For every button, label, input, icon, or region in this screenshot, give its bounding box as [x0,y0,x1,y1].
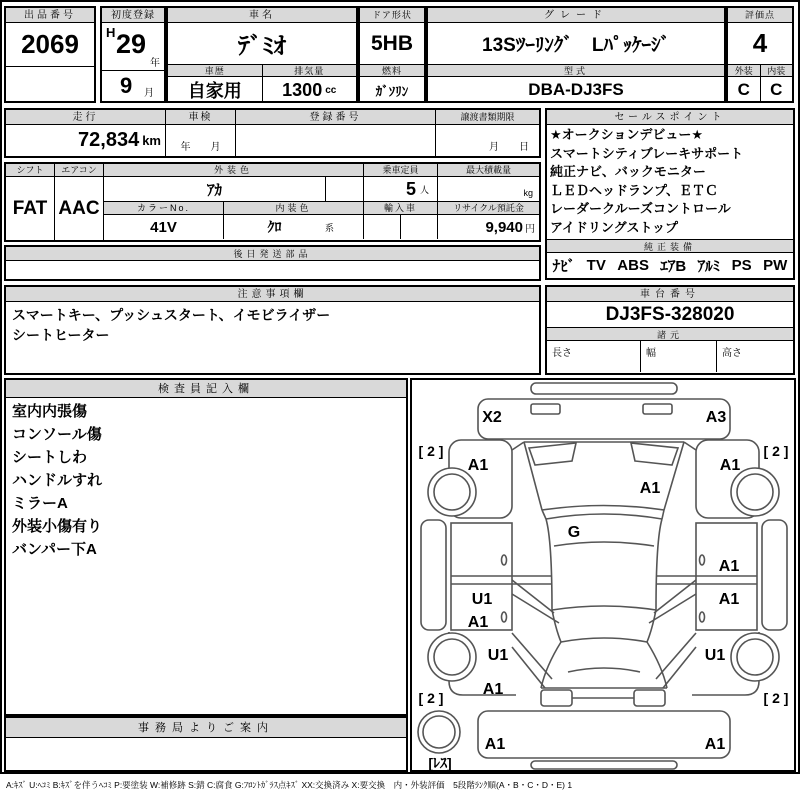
damage-labels [419,409,789,770]
door-shape-section [358,6,426,103]
damage-label: A1 [719,457,741,474]
inspector-line: 外装小傷有り [12,518,103,535]
auction-number-label: 出品番号 [6,8,94,23]
first-registration-month: 9 [120,73,133,98]
equipment-label: 純正装備 [547,239,793,253]
inspector-line: シートしわ [12,449,88,466]
inspector-label: 検査員記入欄 [6,380,406,398]
displacement-label: 排気量 [263,65,357,77]
car-name-value: ﾃﾞﾐｵ [168,23,356,65]
color-no-value: 41V [150,218,177,236]
door-shape-label: ドア形状 [360,8,424,23]
exterior-color-suffix-cell [326,177,363,201]
grade-section [426,6,726,103]
history-value: 自家用 [168,77,263,103]
specs-label: 諸元 [547,327,793,341]
note-line: シートヒーター [12,327,110,343]
max-load-label: 最大積載量 [438,164,539,177]
auction-number-section [4,6,96,103]
aircon-value: AAC [58,197,100,219]
capacity-label: 乗車定員 [364,164,437,177]
sales-points-label: セールスポイント [547,110,793,125]
inspection-cell [166,110,236,156]
score-value: 4 [728,23,792,65]
damage-label: [ 2 ] [763,690,789,706]
notes-section [4,285,541,375]
first-registration-label: 初度登録 [102,8,164,23]
door-shape-value: 5HB [360,23,424,65]
inspector-line: ハンドルすれ [12,472,103,489]
exterior-color-value: ｱｶ [104,177,326,201]
interior-score: C [770,80,783,99]
aircon-label: エアコン [55,164,103,177]
damage-label: A1 [639,480,661,497]
interior-label: 内装 [761,65,793,77]
exterior-score: C [728,77,761,103]
import-car-value2 [401,215,437,239]
recycle-deposit-value: 9,940 円 [485,218,535,236]
registration-number-cell [236,110,436,156]
recycle-deposit-unit: 円 [525,223,535,235]
aircon-cell [55,164,104,240]
inspection-label: 車検 [166,110,235,125]
shift-value: FAT [12,197,48,219]
capacity-unit: 人 [419,184,429,195]
history-label: 車歴 [168,65,263,77]
first-registration-section [100,6,166,103]
damage-label: G [567,524,581,541]
exterior-color-cell [104,164,364,201]
office-info-label: 事務局よりご案内 [6,718,406,738]
first-registration-month-cell [102,71,164,102]
exterior-color-label: 外装色 [104,164,363,177]
damage-label: A1 [718,558,740,575]
model-code-label: 型式 [428,65,724,77]
sales-points-list [547,125,793,239]
displacement-unit: cc [325,84,337,96]
first-registration-year: 29 [116,29,147,59]
inspector-line: ミラーA [12,495,68,512]
interior-color-label: 内装色 [224,202,363,215]
chassis-section [545,285,795,375]
damage-label: A1 [718,591,740,608]
import-car-label: 輸入車 [364,202,437,215]
later-parts-label: 後日発送部品 [6,247,539,261]
legend-text: A:ｷｽﾞ U:ﾍｺﾐ B:ｷｽﾞを伴うﾍｺﾐ P:要塗装 W:補修跡 S:錆 C:腐食 G:ﾌﾛﾝﾄｶﾞﾗｽ点ｷｽﾞ XX:交換済み X:要交換 内・外装評価 5段階ﾗﾝｸ順(A・B・C・D・E) 1 [6,780,573,790]
sales-point: レーダークルーズコントロール [550,201,731,216]
note-line: スマートキー、プッシュスタート、イモビライザー [12,307,331,323]
mileage-value: 72,834 km [78,129,161,151]
max-load-value: kg [523,188,533,198]
damage-label: U1 [487,647,509,664]
sales-point: 純正ナビ、バックモニター [550,164,706,179]
damage-label: U1 [471,591,493,608]
notes-label: 注意事項欄 [6,287,539,302]
transfer-deadline-value: 月 日 [489,142,529,153]
grade-value: 13Sﾂｰﾘﾝｸﾞ Lﾊﾟｯｹｰｼﾞ [428,23,724,65]
registration-number-label: 登録番号 [236,110,435,125]
damage-label: X2 [482,409,502,426]
car-diagram [412,380,794,770]
damage-label: A1 [467,614,489,631]
damage-label: A3 [705,409,727,426]
inspector-line: バンパー下A [12,541,97,558]
capacity-cell [364,164,438,201]
later-parts-section [4,245,541,281]
mileage-row-section [4,108,541,158]
equipment-item: PW [763,256,788,274]
color-no-label: カラーNo. [104,202,223,215]
equipment-item: ABS [617,256,649,274]
recycle-deposit-cell [438,202,539,239]
sales-point: ★オークションデビュー★ [550,127,704,142]
interior-color-value: ｸﾛ [267,219,282,235]
office-info-section [4,716,408,772]
import-car-cell [364,202,438,239]
damage-label: [ 2 ] [763,443,789,459]
damage-diagram-section [410,378,796,772]
chassis-label: 車台番号 [547,287,793,302]
interior-color-cell [224,202,364,239]
sales-point: スマートシティブレーキサポート [550,145,744,161]
damage-label: A1 [467,457,489,474]
exterior-label: 外装 [728,65,761,77]
mileage-cell [6,110,166,156]
registration-number-value [236,125,435,156]
transfer-deadline-label: 譲渡書類期限 [436,110,539,125]
equipment-item: TV [586,256,606,274]
sales-points-section [545,108,795,280]
chassis-value: DJ3FS-328020 [605,303,735,325]
grade-label: グレード [428,8,724,23]
recycle-deposit-label: リサイクル預託金 [438,202,539,215]
sales-point: ＬＥＤヘッドランプ、ＥＴＣ [550,182,718,198]
shift-label: シフト [6,164,54,177]
spec-width-label: 幅 [641,341,717,372]
damage-label: A1 [482,681,504,698]
damage-label: A1 [704,736,726,753]
capacity-value: 5 人 [405,178,429,199]
equipment-item: ｱﾙﾐ [697,257,721,275]
import-car-value [364,215,401,239]
inspector-line: 室内内張傷 [12,403,88,420]
equipment-item: ﾅﾋﾞ [552,257,576,275]
inspector-section [4,378,408,716]
damage-label: [ 2 ] [418,690,444,706]
mileage-unit: km [142,133,161,148]
model-code-value: DBA-DJ3FS [528,80,624,99]
inspector-line: コンソール傷 [12,426,102,443]
color-spec-section [4,162,541,242]
max-load-cell [438,164,539,201]
damage-label: A1 [484,736,506,753]
year-suffix: 年 [150,58,160,69]
score-section [726,6,794,103]
interior-color-suffix: 系 [325,222,335,233]
car-name-label: 車名 [168,8,356,23]
fuel-label: 燃料 [360,65,424,77]
equipment-item: ｴｱB [660,257,687,275]
spec-length-label: 長さ [547,341,641,372]
transfer-deadline-cell [436,110,539,156]
inspection-value: 年 月 [180,142,221,153]
mileage-label: 走行 [6,110,165,125]
color-no-cell [104,202,224,239]
month-suffix: 月 [144,88,154,99]
damage-label: U1 [704,647,726,664]
spec-height-label: 高さ [722,348,742,359]
damage-label: [ﾚｽ] [428,755,452,770]
shift-cell [6,164,55,240]
first-registration-year-cell [102,23,164,71]
displacement-value: 1300 cc [282,79,337,100]
auction-number-value: 2069 [6,23,94,67]
score-label: 評価点 [728,8,792,23]
equipment-list [547,253,793,277]
sales-point: アイドリングストップ [550,219,679,235]
fuel-value: ｶﾞｿﾘﾝ [375,83,409,99]
equipment-item: PS [731,256,752,274]
damage-label: [ 2 ] [418,443,444,459]
era-mark: H [106,25,116,40]
car-name-section [166,6,358,103]
